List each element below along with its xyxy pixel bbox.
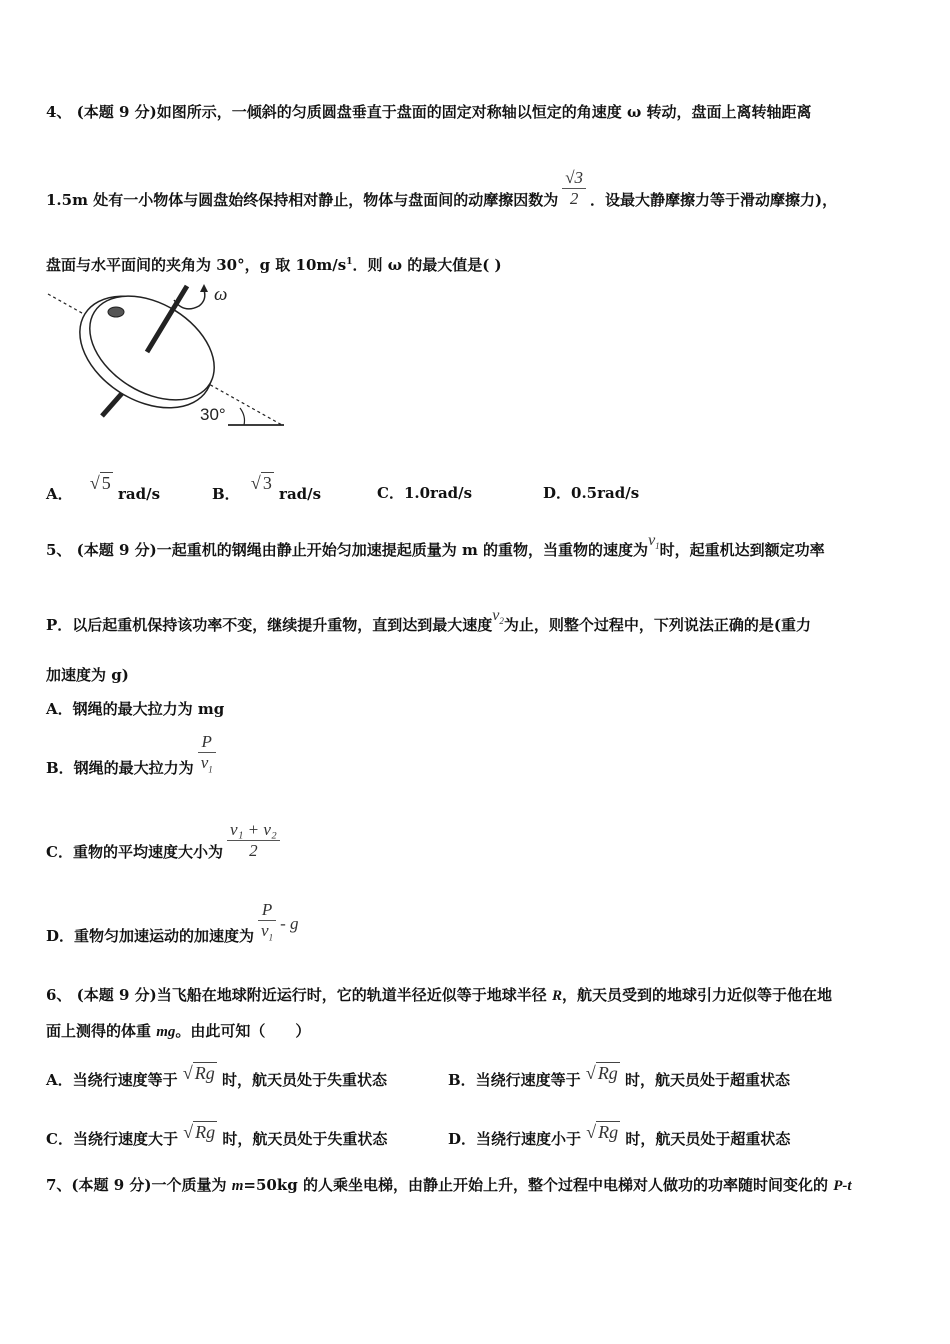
q7-Pt: P-t <box>833 1178 852 1194</box>
q4-mu-numerator: √3 <box>562 168 586 189</box>
q5-line-2-text-a: P．以后起重机保持该功率不变，继续提升重物，直到达到最大速度 <box>46 616 493 634</box>
q5-option-d-text: D．重物匀加速运动的加速度为 <box>46 927 255 945</box>
q5-option-d-den-symbol: v <box>261 921 269 941</box>
q5-option-c-denominator: 2 <box>249 840 258 860</box>
q5-v2-symbol: v <box>492 607 500 624</box>
q6-option-b-sqrt: √ Rg <box>585 1063 618 1083</box>
q5-option-b-fraction <box>198 732 216 779</box>
q5-option-d-denominator <box>258 921 276 947</box>
q5-line-2-text-b: 为止，则整个过程中，下列说法正确的是(重力 <box>503 616 812 634</box>
q5-option-c-numerator: v₁ + v₂ <box>227 820 280 841</box>
q6-R: R <box>551 988 562 1004</box>
q5-option-d <box>46 900 299 948</box>
q5-line-1 <box>46 532 825 566</box>
q6-option-d-sqrt: √ Rg <box>586 1122 619 1142</box>
q6-mg: mg <box>156 1024 176 1040</box>
q4-option-a-unit: rad/s <box>118 485 161 503</box>
q6-option-d-post: 时，航天员处于超重状态 <box>625 1130 791 1148</box>
q4-option-a <box>46 473 161 504</box>
q5-option-c-fraction <box>227 820 280 861</box>
q5-option-d-numerator: P <box>258 900 276 921</box>
q5-option-b-numerator: P <box>198 732 216 753</box>
q6-option-b-radicand: Rg <box>597 1063 618 1083</box>
q5-option-d-tail: - g <box>280 914 299 933</box>
q6-option-a-radicand: Rg <box>194 1063 215 1083</box>
q5-line-2 <box>46 607 812 641</box>
angle-arc <box>240 408 245 425</box>
q4-line-3-text-a: 盘面与水平面间的夹角为 30°，g 取 10m/s <box>46 256 347 274</box>
q5-v1-symbol: v <box>648 532 656 549</box>
q5-option-c <box>46 819 284 862</box>
q5-option-b-den-symbol: v <box>200 753 209 773</box>
q7-line-1-text-b: =50kg 的人乘坐电梯，由静止开始上升，整个过程中电梯对人做功的功率随时间变化的 <box>243 1176 828 1194</box>
q7-line-1-text-a: 7、(本题 9 分)一个质量为 <box>46 1176 227 1194</box>
q4-line-2-text-a: 1.5m 处有一小物体与圆盘始终保持相对静止，物体与盘面间的动摩擦因数为 <box>46 191 559 209</box>
q4-line-2 <box>46 167 838 210</box>
q4-line-2-text-b: ．设最大静摩擦力等于滑动摩擦力)， <box>590 191 838 209</box>
q4-option-c: C．1.0rad/s <box>377 484 473 502</box>
q6-option-a-sqrt: √ Rg <box>182 1063 215 1083</box>
small-object <box>108 307 124 317</box>
q6-option-a <box>46 1063 388 1090</box>
q5-option-d-den-subscript: 1 <box>268 932 274 943</box>
q4-option-b-label: B． <box>212 485 240 503</box>
q4-line-3 <box>46 252 502 275</box>
q6-line-1 <box>46 985 832 1006</box>
q5-option-a: A．钢绳的最大拉力为 mg <box>46 700 225 718</box>
q7-line-1 <box>46 1175 852 1196</box>
q5-option-b-den-subscript: 1 <box>208 764 213 775</box>
q6-line-2 <box>46 1021 310 1042</box>
q4-mu-denominator: 2 <box>569 188 579 208</box>
q4-option-b <box>212 473 322 504</box>
q4-option-d: D．0.5rad/s <box>543 484 640 502</box>
q4-tilted-disk-figure <box>44 280 294 430</box>
q4-option-a-sqrt: √ 5 <box>89 473 111 493</box>
q5-option-b-text: B．钢绳的最大拉力为 <box>46 759 194 777</box>
q5-option-b <box>46 732 220 780</box>
q6-option-c-post: 时，航天员处于失重状态 <box>222 1130 388 1148</box>
q6-line-1-text-b: ，航天员受到的地球引力近似等于他在地 <box>562 986 833 1004</box>
q4-option-b-sqrt: √ 3 <box>250 473 272 493</box>
q4-option-a-label: A． <box>46 485 73 503</box>
q6-option-a-pre: A．当绕行速度等于 <box>46 1071 178 1089</box>
q5-line-1-text-b: 时，起重机达到额定功率 <box>659 541 825 559</box>
q6-option-a-post: 时，航天员处于失重状态 <box>222 1071 388 1089</box>
q6-option-d <box>448 1122 791 1149</box>
q6-line-2-text-a: 面上测得的体重 <box>46 1022 152 1040</box>
q6-option-b <box>448 1063 791 1090</box>
q4-line-3-text-b: ．则 ω 的最大值是( ) <box>352 256 502 274</box>
q5-option-b-denominator <box>198 753 216 779</box>
q5-v2-subscript: 2 <box>499 616 504 627</box>
q4-option-b-unit: rad/s <box>279 485 322 503</box>
omega-label: ω <box>214 284 228 305</box>
angle-label: 30° <box>200 405 226 424</box>
q5-line-1-text-a: 5、 (本题 9 分)一起重机的钢绳由静止开始匀加速提起质量为 m 的重物，当重物的速度为 <box>46 541 649 559</box>
q6-option-c <box>46 1122 388 1149</box>
q7-m: m <box>231 1178 244 1194</box>
q6-option-b-pre: B．当绕行速度等于 <box>448 1071 581 1089</box>
q5-option-d-fraction <box>258 900 276 947</box>
q6-line-2-text-b: 。由此可知（ ） <box>175 1022 311 1040</box>
q5-v1-subscript: 1 <box>655 541 660 552</box>
q6-option-c-radicand: Rg <box>195 1122 216 1142</box>
q4-option-a-radicand: 5 <box>101 473 111 493</box>
q6-line-1-text-a: 6、 (本题 9 分)当飞船在地球附近运行时，它的轨道半径近似等于地球半径 <box>46 986 547 1004</box>
q6-option-d-radicand: Rg <box>598 1122 619 1142</box>
q5-v2 <box>492 607 504 627</box>
q6-option-c-sqrt: √ Rg <box>183 1122 216 1142</box>
q4-option-b-radicand: 3 <box>262 473 272 493</box>
q4-mu-fraction <box>562 168 586 209</box>
q5-v1 <box>648 532 660 552</box>
q6-option-d-pre: D．当绕行速度小于 <box>448 1130 582 1148</box>
q5-option-c-text: C．重物的平均速度大小为 <box>46 843 223 861</box>
q4-line-1: 4、 (本题 9 分)如图所示，一倾斜的匀质圆盘垂直于盘面的固定对称轴以恒定的角速度 ω 转动，盘面上离转轴距离 <box>46 103 812 121</box>
q6-option-c-pre: C．当绕行速度大于 <box>46 1130 178 1148</box>
q6-option-b-post: 时，航天员处于超重状态 <box>625 1071 791 1089</box>
q5-line-3: 加速度为 g) <box>46 666 129 684</box>
arrow-head <box>200 284 208 292</box>
q4-unit-superscript: 1 <box>346 257 353 267</box>
